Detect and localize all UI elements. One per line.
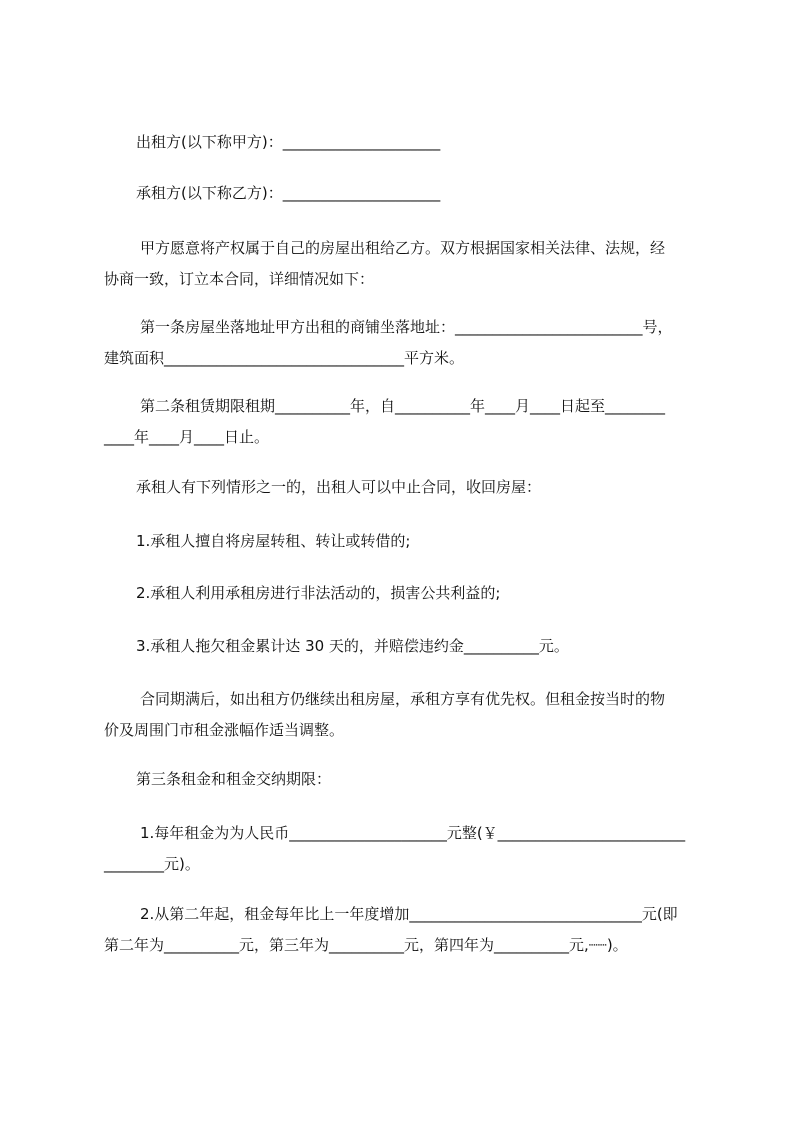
article-1-paragraph [104,312,704,374]
rent-clause-2-line-1: 2.从第二年起，租金每年比上一年度增加_______________________________元(即 [140,905,678,923]
lessor-line [104,127,704,158]
renewal-line-2: 价及周围门市租金涨幅作适当调整。 [104,721,345,739]
rent-clause-1-line-2: ________元)。 [104,855,200,873]
lessee-line [104,178,704,209]
article-2-line-2: ____年____月____日止。 [104,428,270,446]
lessee-text: 承租方(以下称乙方)：_____________________ [136,184,441,202]
renewal-paragraph [104,684,704,746]
article-1-line-1: 第一条房屋坐落地址甲方出租的商铺坐落地址：_________________________号， [140,318,673,336]
article-3-heading-text: 第三条租金和租金交纳期限： [136,770,332,788]
rent-clause-2-line-2: 第二年为__________元，第三年为__________元，第四年为__________元,┈┈)。 [104,936,628,954]
rent-clause-1-line-1: 1.每年租金为为人民币_____________________元整(￥_________________________ [140,824,686,842]
article-2-line-1: 第二条租赁期限租期__________年，自__________年____月____日起至________ [140,397,666,415]
intro-paragraph [104,233,704,295]
clause-2 [104,578,704,609]
rent-clause-1 [104,818,704,880]
article-3-heading [104,764,704,795]
article-2-paragraph [104,391,704,453]
clause-3 [104,631,704,662]
lessor-text: 出租方(以下称甲方)：_____________________ [136,133,441,151]
clause-2-text: 2.承租人利用承租房进行非法活动的，损害公共利益的; [136,584,501,602]
intro-line-1: 甲方愿意将产权属于自己的房屋出租给乙方。双方根据国家相关法律、法规，经 [140,239,666,257]
renewal-line-1: 合同期满后，如出租方仍继续出租房屋，承租方享有优先权。但租金按当时的物 [140,690,666,708]
article-1-line-2: 建筑面积________________________________平方米。 [104,349,465,367]
clause-1 [104,526,704,557]
rent-clause-2 [104,899,704,961]
termination-intro [104,472,704,503]
termination-intro-text: 承租人有下列情形之一的，出租人可以中止合同，收回房屋： [136,478,542,496]
clause-1-text: 1.承租人擅自将房屋转租、转让或转借的; [136,532,411,550]
clause-3-text: 3.承租人拖欠租金累计达 30 天的，并赔偿违约金__________元。 [136,637,569,655]
intro-line-2: 协商一致，订立本合同，详细情况如下： [104,270,375,288]
